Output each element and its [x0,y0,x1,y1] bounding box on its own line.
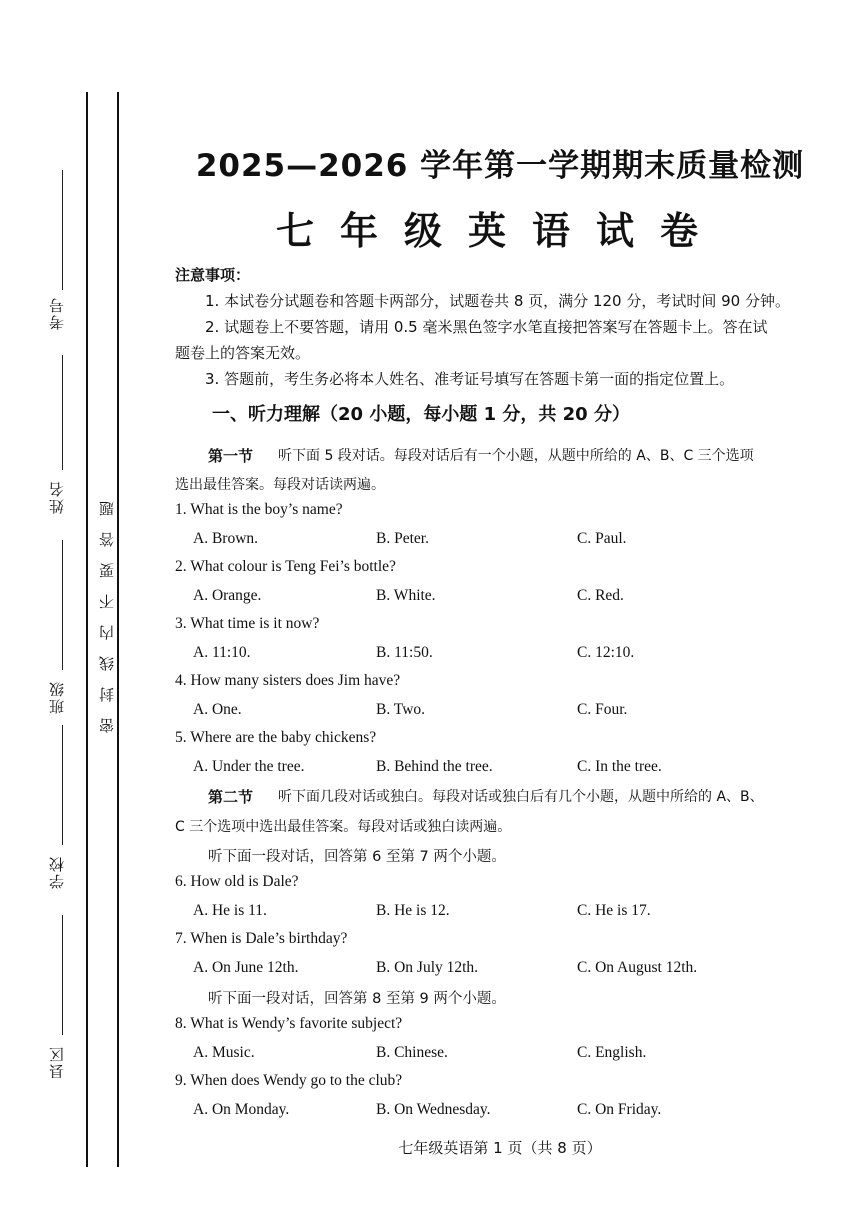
question-text: 1. What is the boy’s name? [175,501,343,518]
option-a: A. Music. [193,1044,255,1061]
exam-subtitle: 七年级英语试卷 [275,209,724,253]
question-text: 2. What colour is Teng Fei’s bottle? [175,558,396,575]
option-c: C. Paul. [577,530,627,547]
dialogue-hint: 听下面一段对话，回答第 8 至第 9 两个小题。 [208,991,506,1007]
option-b: B. Behind the tree. [376,758,493,775]
section-heading-listening: 一、听力理解（20 小题，每小题 1 分，共 20 分） [212,404,630,425]
option-a: A. He is 11. [193,902,267,919]
part1-title: 第一节 [208,447,254,465]
note-item: 2. 试题卷上不要答题，请用 0.5 毫米黑色签字水笔直接把答案写在答题卡上。答在试 [205,318,768,336]
option-c: C. Four. [577,701,628,718]
option-a: A. Under the tree. [193,758,305,775]
question-text: 8. What is Wendy’s favorite subject? [175,1015,403,1032]
option-c: C. On Friday. [577,1101,662,1118]
option-c: C. Red. [577,587,624,604]
question-text: 5. Where are the baby chickens? [175,729,377,746]
option-a: A. Brown. [193,530,259,547]
note-item: 题卷上的答案无效。 [175,344,311,362]
side-label-school: 学校 [48,855,66,889]
side-blank-name [62,355,63,470]
side-label-county: 县区 [48,1045,66,1079]
side-blank-school [62,725,63,845]
binding-line-inner [117,92,119,1167]
option-c: C. In the tree. [577,758,662,775]
side-blank-county [62,915,63,1035]
side-blank-class [62,540,63,670]
option-a: A. Orange. [193,587,262,604]
part2-instructions: C 三个选项中选出最佳答案。每段对话或独白读两遍。 [175,819,512,835]
option-c: C. 12:10. [577,644,635,661]
option-b: B. 11:50. [376,644,433,661]
notes-heading: 注意事项： [175,266,251,284]
part1-instructions: 选出最佳答案。每段对话读两遍。 [175,477,385,493]
part2-instructions: 听下面几段对话或独白。每段对话或独白后有几个小题，从题中所给的 A、B、 [278,789,764,805]
option-a: A. On Monday. [193,1101,290,1118]
question-text: 3. What time is it now? [175,615,320,632]
part2-title: 第二节 [208,788,254,806]
option-b: B. Two. [376,701,426,718]
dialogue-hint: 听下面一段对话，回答第 6 至第 7 两个小题。 [208,849,506,865]
option-c: C. He is 17. [577,902,651,919]
option-a: A. On June 12th. [193,959,299,976]
option-a: A. One. [193,701,242,718]
question-text: 4. How many sisters does Jim have? [175,672,401,689]
option-b: B. He is 12. [376,902,450,919]
side-blank-exam-no [62,170,63,290]
option-c: C. English. [577,1044,647,1061]
option-b: B. Peter. [376,530,429,547]
binding-line-outer [86,92,88,1167]
note-item: 3. 答题前，考生务必将本人姓名、准考证号填写在答题卡第一面的指定位置上。 [205,370,735,388]
exam-title: 2025—2026 学年第一学期期末质量检测 [195,148,805,184]
part1-instructions: 听下面 5 段对话。每段对话后有一个小题，从题中所给的 A、B、C 三个选项 [278,448,754,464]
side-label-name: 姓名 [48,480,66,514]
option-a: A. 11:10. [193,644,251,661]
page-footer: 七年级英语第 1 页（共 8 页） [398,1139,602,1157]
option-b: B. Chinese. [376,1044,448,1061]
option-b: B. On Wednesday. [376,1101,491,1118]
option-c: C. On August 12th. [577,959,698,976]
question-text: 7. When is Dale’s birthday? [175,930,348,947]
option-b: B. White. [376,587,436,604]
question-text: 6. How old is Dale? [175,873,299,890]
question-text: 9. When does Wendy go to the club? [175,1072,403,1089]
side-label-class: 班级 [48,680,66,714]
side-label-exam-no: 考号 [48,296,66,330]
seal-line-notice: 密封线内不要答题 [98,485,116,733]
option-b: B. On July 12th. [376,959,479,976]
note-item: 1. 本试卷分试题卷和答题卡两部分，试题卷共 8 页，满分 120 分，考试时间 90 分钟。 [205,292,790,310]
